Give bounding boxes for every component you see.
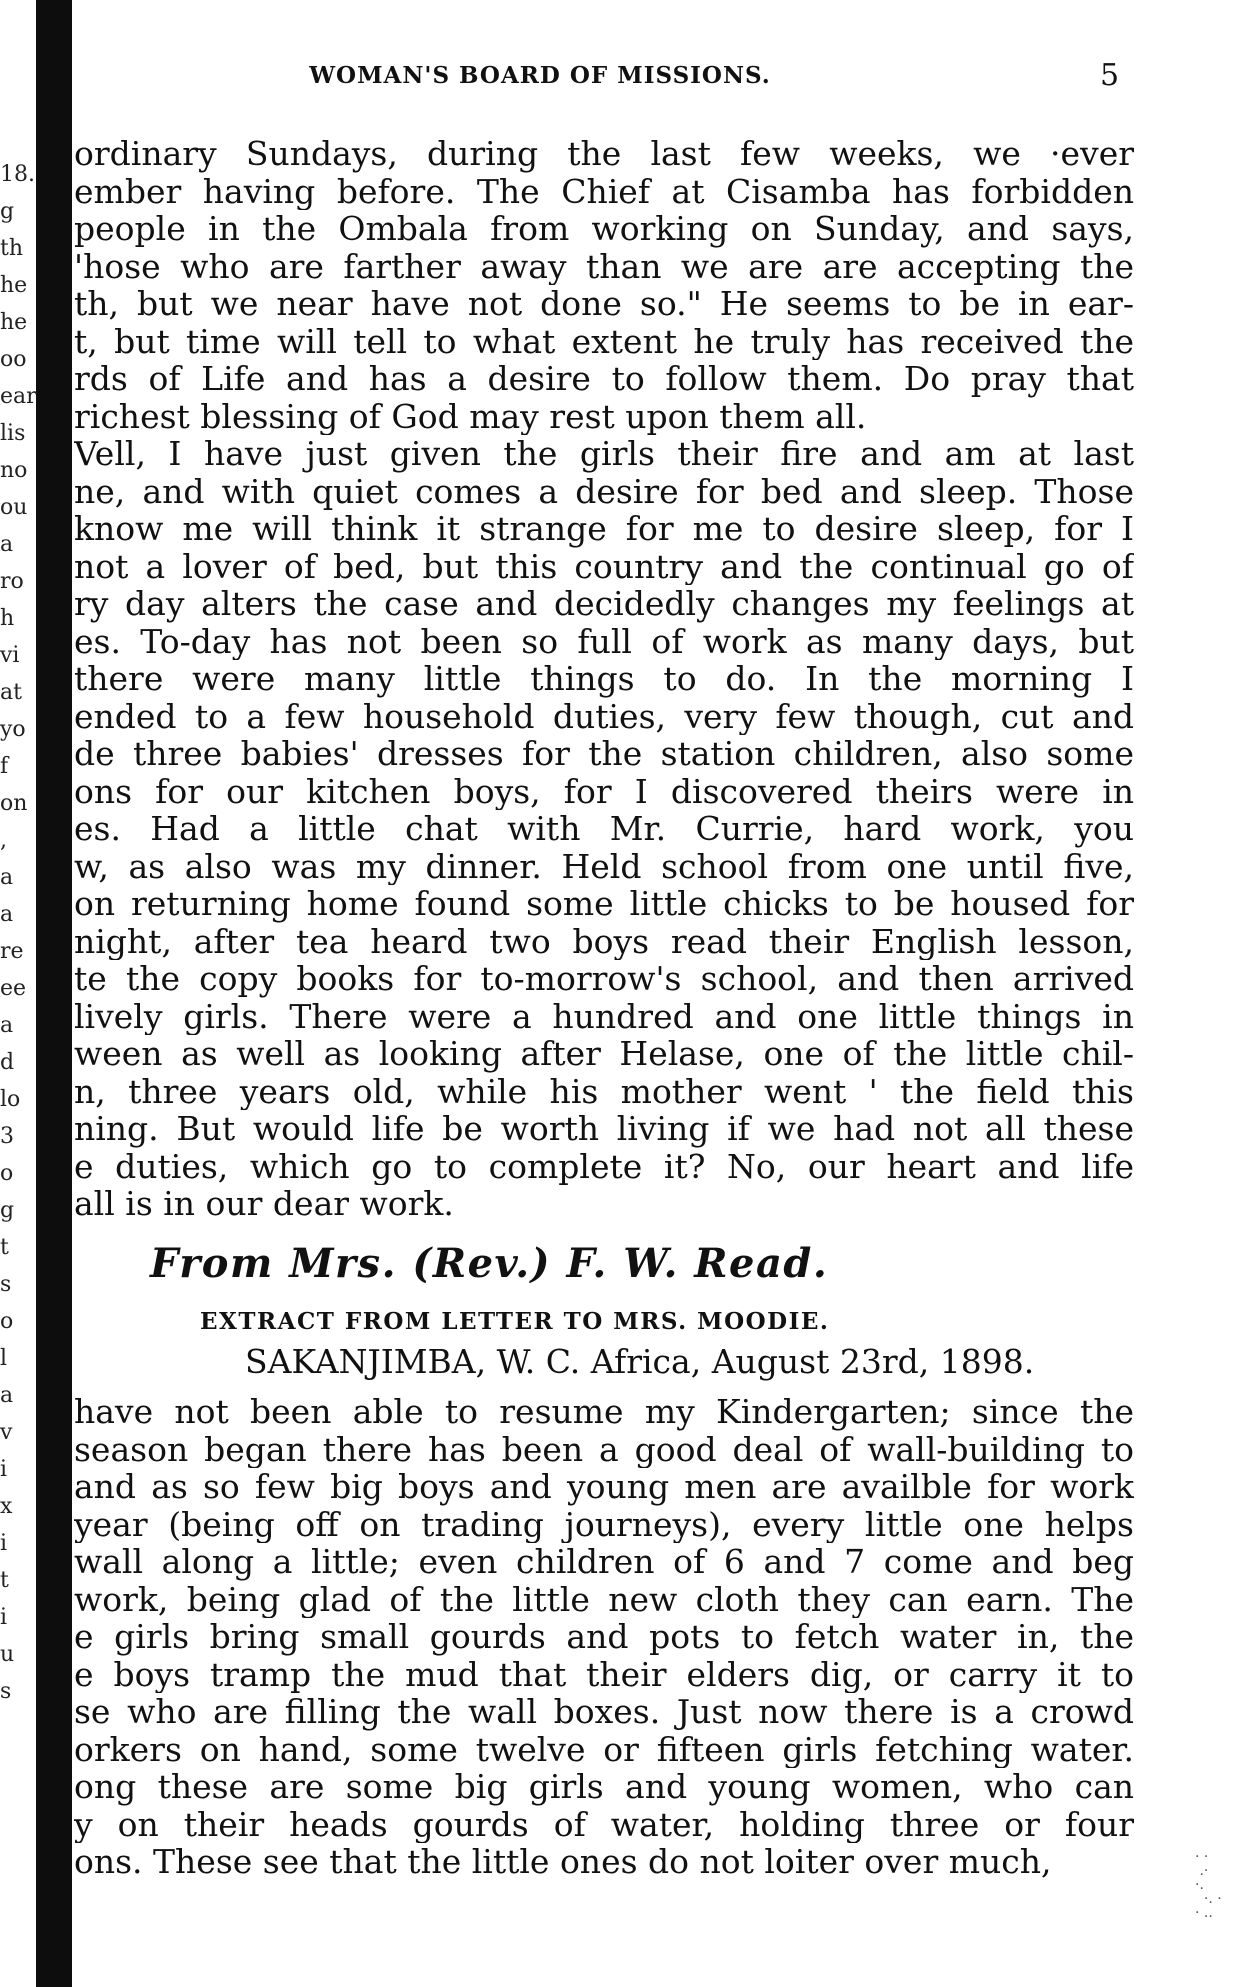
paragraph-2-line: ning. But would life be worth living if we had not all these — [74, 1110, 1134, 1148]
paragraph-3-line: e boys tramp the mud that their elders dig, or carry it to — [74, 1655, 1134, 1693]
margin-fragment: a — [0, 1383, 14, 1408]
paragraph-2-line: Vell, I have just given the girls their fire and am at last — [74, 435, 1134, 473]
paragraph-1-line: th, but we near have not done so." He seems to be in ear- — [74, 285, 1134, 323]
paragraph-1-line: ember having before. The Chief at Cisamba has forbidden — [74, 172, 1134, 210]
dateline: SAKANJIMBA, W. C. Africa, August 23rd, 1898. — [245, 1342, 1035, 1381]
paragraph-3-line: have not been able to resume my Kindergarten; since the — [74, 1393, 1134, 1431]
margin-fragment: 18. — [0, 162, 35, 187]
page-number: 5 — [1100, 58, 1120, 93]
margin-fragment: u — [0, 1642, 15, 1667]
margin-fragment: o — [0, 1161, 14, 1186]
running-header: WOMAN'S BOARD OF MISSIONS. — [309, 62, 771, 89]
paragraph-3-line: ong these are some big girls and young women, who can — [74, 1768, 1134, 1806]
margin-fragment: l — [0, 1346, 8, 1371]
margin-fragment: f — [0, 754, 9, 779]
margin-fragment: t — [0, 1235, 9, 1260]
margin-fragment: lo — [0, 1087, 21, 1112]
margin-fragment: ou — [0, 495, 28, 520]
margin-fragment: a — [0, 865, 14, 890]
margin-fragment: no — [0, 458, 28, 483]
margin-fragment: t — [0, 1568, 9, 1593]
margin-fragment: a — [0, 1013, 14, 1038]
margin-fragment: s — [0, 1272, 12, 1297]
margin-fragment: vi — [0, 643, 20, 668]
paragraph-1-line: richest blessing of God may rest upon them all. — [74, 397, 867, 435]
paragraph-2-line: ween as well as looking after Helase, one of the little chil- — [74, 1035, 1134, 1073]
paragraph-2-line: n, three years old, while his mother went ' the field this — [74, 1072, 1134, 1110]
margin-fragment: re — [0, 939, 24, 964]
margin-fragment: yo — [0, 717, 26, 742]
margin-fragment: a — [0, 532, 14, 557]
body-text-part-1 — [74, 135, 1134, 1223]
paragraph-1-line: 'hose who are farther away than we are are accepting the — [74, 247, 1134, 285]
margin-fragment: th — [0, 236, 24, 261]
margin-fragment: lis — [0, 421, 26, 446]
paragraph-2-line: all is in our dear work. — [74, 1185, 454, 1223]
paragraph-2-line: ne, and with quiet comes a desire for bed and sleep. Those — [74, 472, 1134, 510]
margin-fragment: v — [0, 1420, 13, 1445]
paragraph-3-line: orkers on hand, some twelve or fifteen girls fetching water. — [74, 1730, 1134, 1768]
margin-fragment: i — [0, 1605, 8, 1630]
margin-fragment: i — [0, 1531, 8, 1556]
margin-fragment: g — [0, 1198, 15, 1223]
paragraph-3-line: and as so few big boys and young men are availble for work — [74, 1468, 1134, 1506]
paragraph-3-line: ons. These see that the little ones do not loiter over much, — [74, 1843, 1052, 1881]
margin-fragment: o — [0, 1309, 14, 1334]
margin-fragment: s — [0, 1679, 12, 1704]
paragraph-3-line: y on their heads gourds of water, holding three or four — [74, 1805, 1134, 1843]
paragraph-3-line: work, being glad of the little new cloth they can earn. The — [74, 1580, 1134, 1618]
paragraph-2-line: w, as also was my dinner. Held school from one until five, — [74, 847, 1134, 885]
paragraph-1-line: people in the Ombala from working on Sunday, and says, — [74, 210, 1134, 248]
margin-fragment: ee — [0, 976, 27, 1001]
margin-fragment: d — [0, 1050, 15, 1075]
paragraph-2-line: es. To-day has not been so full of work as many days, but — [74, 622, 1134, 660]
margin-fragment: on — [0, 791, 28, 816]
paragraph-2-line: ended to a few household duties, very few though, cut and — [74, 697, 1134, 735]
paragraph-2-line: on returning home found some little chicks to be housed for — [74, 885, 1134, 923]
paragraph-2-line: ry day alters the case and decidedly changes my feelings at — [74, 585, 1134, 623]
page-specks: · · .· ·. ·. · · .. — [1195, 1849, 1222, 1921]
margin-fragment: a — [0, 902, 14, 927]
paragraph-3-line: e girls bring small gourds and pots to fetch water in, the — [74, 1618, 1134, 1656]
paragraph-1-line: rds of Life and has a desire to follow them. Do pray that — [74, 360, 1134, 398]
paragraph-2-line: lively girls. There were a hundred and one little things in — [74, 997, 1134, 1035]
paragraph-3-line: year (being off on trading journeys), every little one helps — [74, 1505, 1134, 1543]
margin-fragment: i — [0, 1457, 8, 1482]
paragraph-2-line: ons for our kitchen boys, for I discovered theirs were in — [74, 772, 1134, 810]
paragraph-2-line: there were many little things to do. In the morning I — [74, 660, 1134, 698]
margin-fragment: h — [0, 606, 15, 631]
margin-fragment: , — [0, 828, 7, 853]
margin-fragment: ro — [0, 569, 24, 594]
paragraph-3-line: wall along a little; even children of 6 and 7 come and beg — [74, 1543, 1134, 1581]
binding-shadow — [36, 0, 72, 1987]
margin-fragment: ear — [0, 384, 37, 409]
body-text-part-2 — [74, 1393, 1134, 1881]
margin-fragment: at — [0, 680, 22, 705]
paragraph-2-line: de three babies' dresses for the station children, also some — [74, 735, 1134, 773]
paragraph-1-line: ordinary Sundays, during the last few weeks, we ·ever — [74, 135, 1134, 173]
margin-fragment: g — [0, 199, 15, 224]
paragraph-2-line: not a lover of bed, but this country and the continual go of — [74, 547, 1134, 585]
margin-fragment: he — [0, 273, 28, 298]
section-title: From Mrs. (Rev.) F. W. Read. — [150, 1240, 829, 1287]
paragraph-2-line: es. Had a little chat with Mr. Currie, hard work, you — [74, 810, 1134, 848]
paragraph-2-line: know me will think it strange for me to desire sleep, for I — [74, 510, 1134, 548]
margin-fragment: oo — [0, 347, 27, 372]
paragraph-2-line: night, after tea heard two boys read their English lesson, — [74, 922, 1134, 960]
paragraph-3-line: se who are filling the wall boxes. Just now there is a crowd — [74, 1693, 1134, 1731]
paragraph-2-line: e duties, which go to complete it? No, our heart and life — [74, 1147, 1134, 1185]
margin-fragment: 3 — [0, 1124, 14, 1149]
margin-fragment: he — [0, 310, 28, 335]
paragraph-3-line: season began there has been a good deal of wall-building to — [74, 1430, 1134, 1468]
extract-heading: EXTRACT FROM LETTER TO MRS. MOODIE. — [200, 1308, 830, 1335]
paragraph-2-line: te the copy books for to-morrow's school, and then arrived — [74, 960, 1134, 998]
paragraph-1-line: t, but time will tell to what extent he truly has received the — [74, 322, 1134, 360]
margin-fragment: x — [0, 1494, 13, 1519]
